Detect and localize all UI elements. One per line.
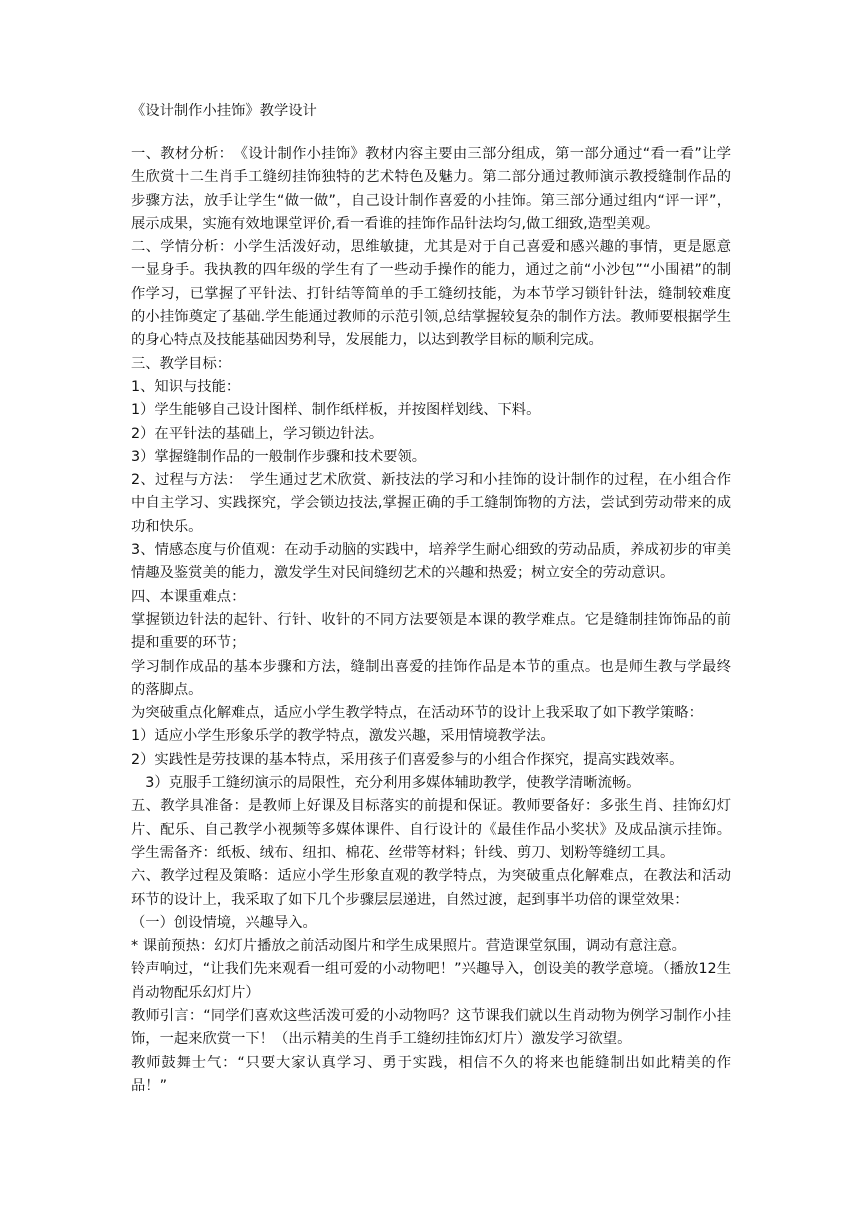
paragraph-warmup: * 课前预热：幻灯片播放之前活动图片和学生成果照片。营造课堂氛围，调动有意注意。: [131, 938, 686, 955]
paragraph-teacher-intro: 教师引言：“同学们喜欢这些活泼可爱的小动物吗？这节课我们就以生肖动物为例学习制作小挂饰，一起来欣赏一下！（出示精美的生肖手工缝纫挂饰幻灯片）激发学习欲望。: [131, 1007, 731, 1048]
heading-step-one: （一）创设情境，兴趣导入。: [131, 914, 317, 931]
list-item: 2）实践性是劳技课的基本特点，采用孩子们喜爱参与的小组合作探究，提高实践效率。: [131, 751, 684, 768]
paragraph-teaching-process: 六、教学过程及策略：适应小学生形象直观的教学特点，为突破重点化解难点，在教法和活动环节的设计上，我采取了如下几个步骤层层递进，自然过渡，起到事半功倍的课堂效果：: [131, 868, 731, 908]
paragraph-key-point: 学习制作成品的基本步骤和方法，缝制出喜爱的挂饰作品是本节的重点。也是师生教与学最终的落脚点。: [131, 658, 731, 698]
paragraph-student-analysis: 二、学情分析：小学生活泼好动，思维敏捷，尤其是对于自己喜爱和感兴趣的事情，更是愿意一显身手。我执教的四年级的学生有了一些动手操作的能力，通过之前“小沙包”“小围裙”的制作学习，已掌握了平针法、打针结等简单的手工缝纫技能，为本节学习锁针针法，缝制较难度的小挂饰奠定了基础.学生能通过教师的示范引领,总结掌握较复杂的制作方法。教师要根据学生的身心特点及技能基础因势利导，发展能力，以达到教学目标的顺利完成。: [131, 239, 731, 349]
document-page: [131, 100, 731, 1098]
paragraph-difficulty: 掌握锁边针法的起针、行针、收针的不同方法要领是本课的教学难点。它是缝制挂饰饰品的前提和重要的环节；: [131, 611, 731, 652]
paragraph-textbook-analysis: 一、教材分析： 《设计制作小挂饰》教材内容主要由三部分组成，第一部分通过“看一看”让学生欣赏十二生肖手工缝纫挂饰独特的艺术特色及魅力。第二部分通过教师演示教授缝制作品的步骤方法，放手让学生“做一做”，自己设计制作喜爱的小挂饰。第三部分通过组内“评一评”，展示成果，实施有效地课堂评价,看一看谁的挂饰作品针法均匀,做工细致,造型美观。: [131, 146, 731, 232]
heading-knowledge-skills: 1、知识与技能：: [131, 378, 241, 395]
list-item: 1）学生能够自己设计图样、制作纸样板，并按图样划线、下料。: [131, 402, 541, 419]
paragraph-strategy-intro: 为突破重点化解难点，适应小学生教学特点，在活动环节的设计上我采取了如下教学策略：: [131, 705, 703, 722]
list-item: 3）掌握缝制作品的一般制作步骤和技术要领。: [131, 448, 427, 465]
heading-key-difficulties: 四、本课重难点：: [131, 588, 246, 605]
paragraph-bell: 铃声响过，“让我们先来观看一组可爱的小动物吧！”兴趣导入，创设美的教学意境。（播放12生肖动物配乐幻灯片）: [131, 961, 731, 1001]
paragraph-emotion-values: 3、情感态度与价值观：在动手动脑的实践中，培养学生耐心细致的劳动品质，养成初步的审美情趣及鉴赏美的能力，激发学生对民间缝纫艺术的兴趣和热爱；树立安全的劳动意识。: [131, 542, 731, 582]
paragraph-teaching-aids: 五、教学具准备：是教师上好课及目标落实的前提和保证。教师要备好：多张生肖、挂饰幻灯片、配乐、自己教学小视频等多媒体课件、自行设计的《最佳作品小奖状》及成品演示挂饰。学生需备齐：纸板、绒布、纽扣、棉花、丝带等材料；针线、剪刀、划粉等缝纫工具。: [131, 798, 731, 861]
list-item: 3）克服手工缝纫演示的局限性，充分利用多媒体辅助教学，使教学清晰流畅。: [131, 775, 641, 792]
document-body: [131, 143, 731, 1098]
paragraph-process-methods: 2、过程与方法： 学生通过艺术欣赏、新技法的学习和小挂饰的设计制作的过程，在小组合作中自主学习、实践探究，学会锁边技法,掌握正确的手工缝制饰物的方法，尝试到劳动带来的成功和快乐。: [131, 472, 731, 535]
document-title: 《设计制作小挂饰》教学设计: [131, 103, 317, 119]
heading-teaching-goals: 三、教学目标：: [131, 355, 232, 372]
list-item: 2）在平针法的基础上，学习锁边针法。: [131, 425, 384, 442]
paragraph-teacher-encourage: 教师鼓舞士气：“只要大家认真学习、勇于实践，相信不久的将来也能缝制出如此精美的作品！”: [131, 1054, 731, 1094]
list-item: 1）适应小学生形象乐学的教学特点，激发兴趣，采用情境教学法。: [131, 728, 555, 745]
